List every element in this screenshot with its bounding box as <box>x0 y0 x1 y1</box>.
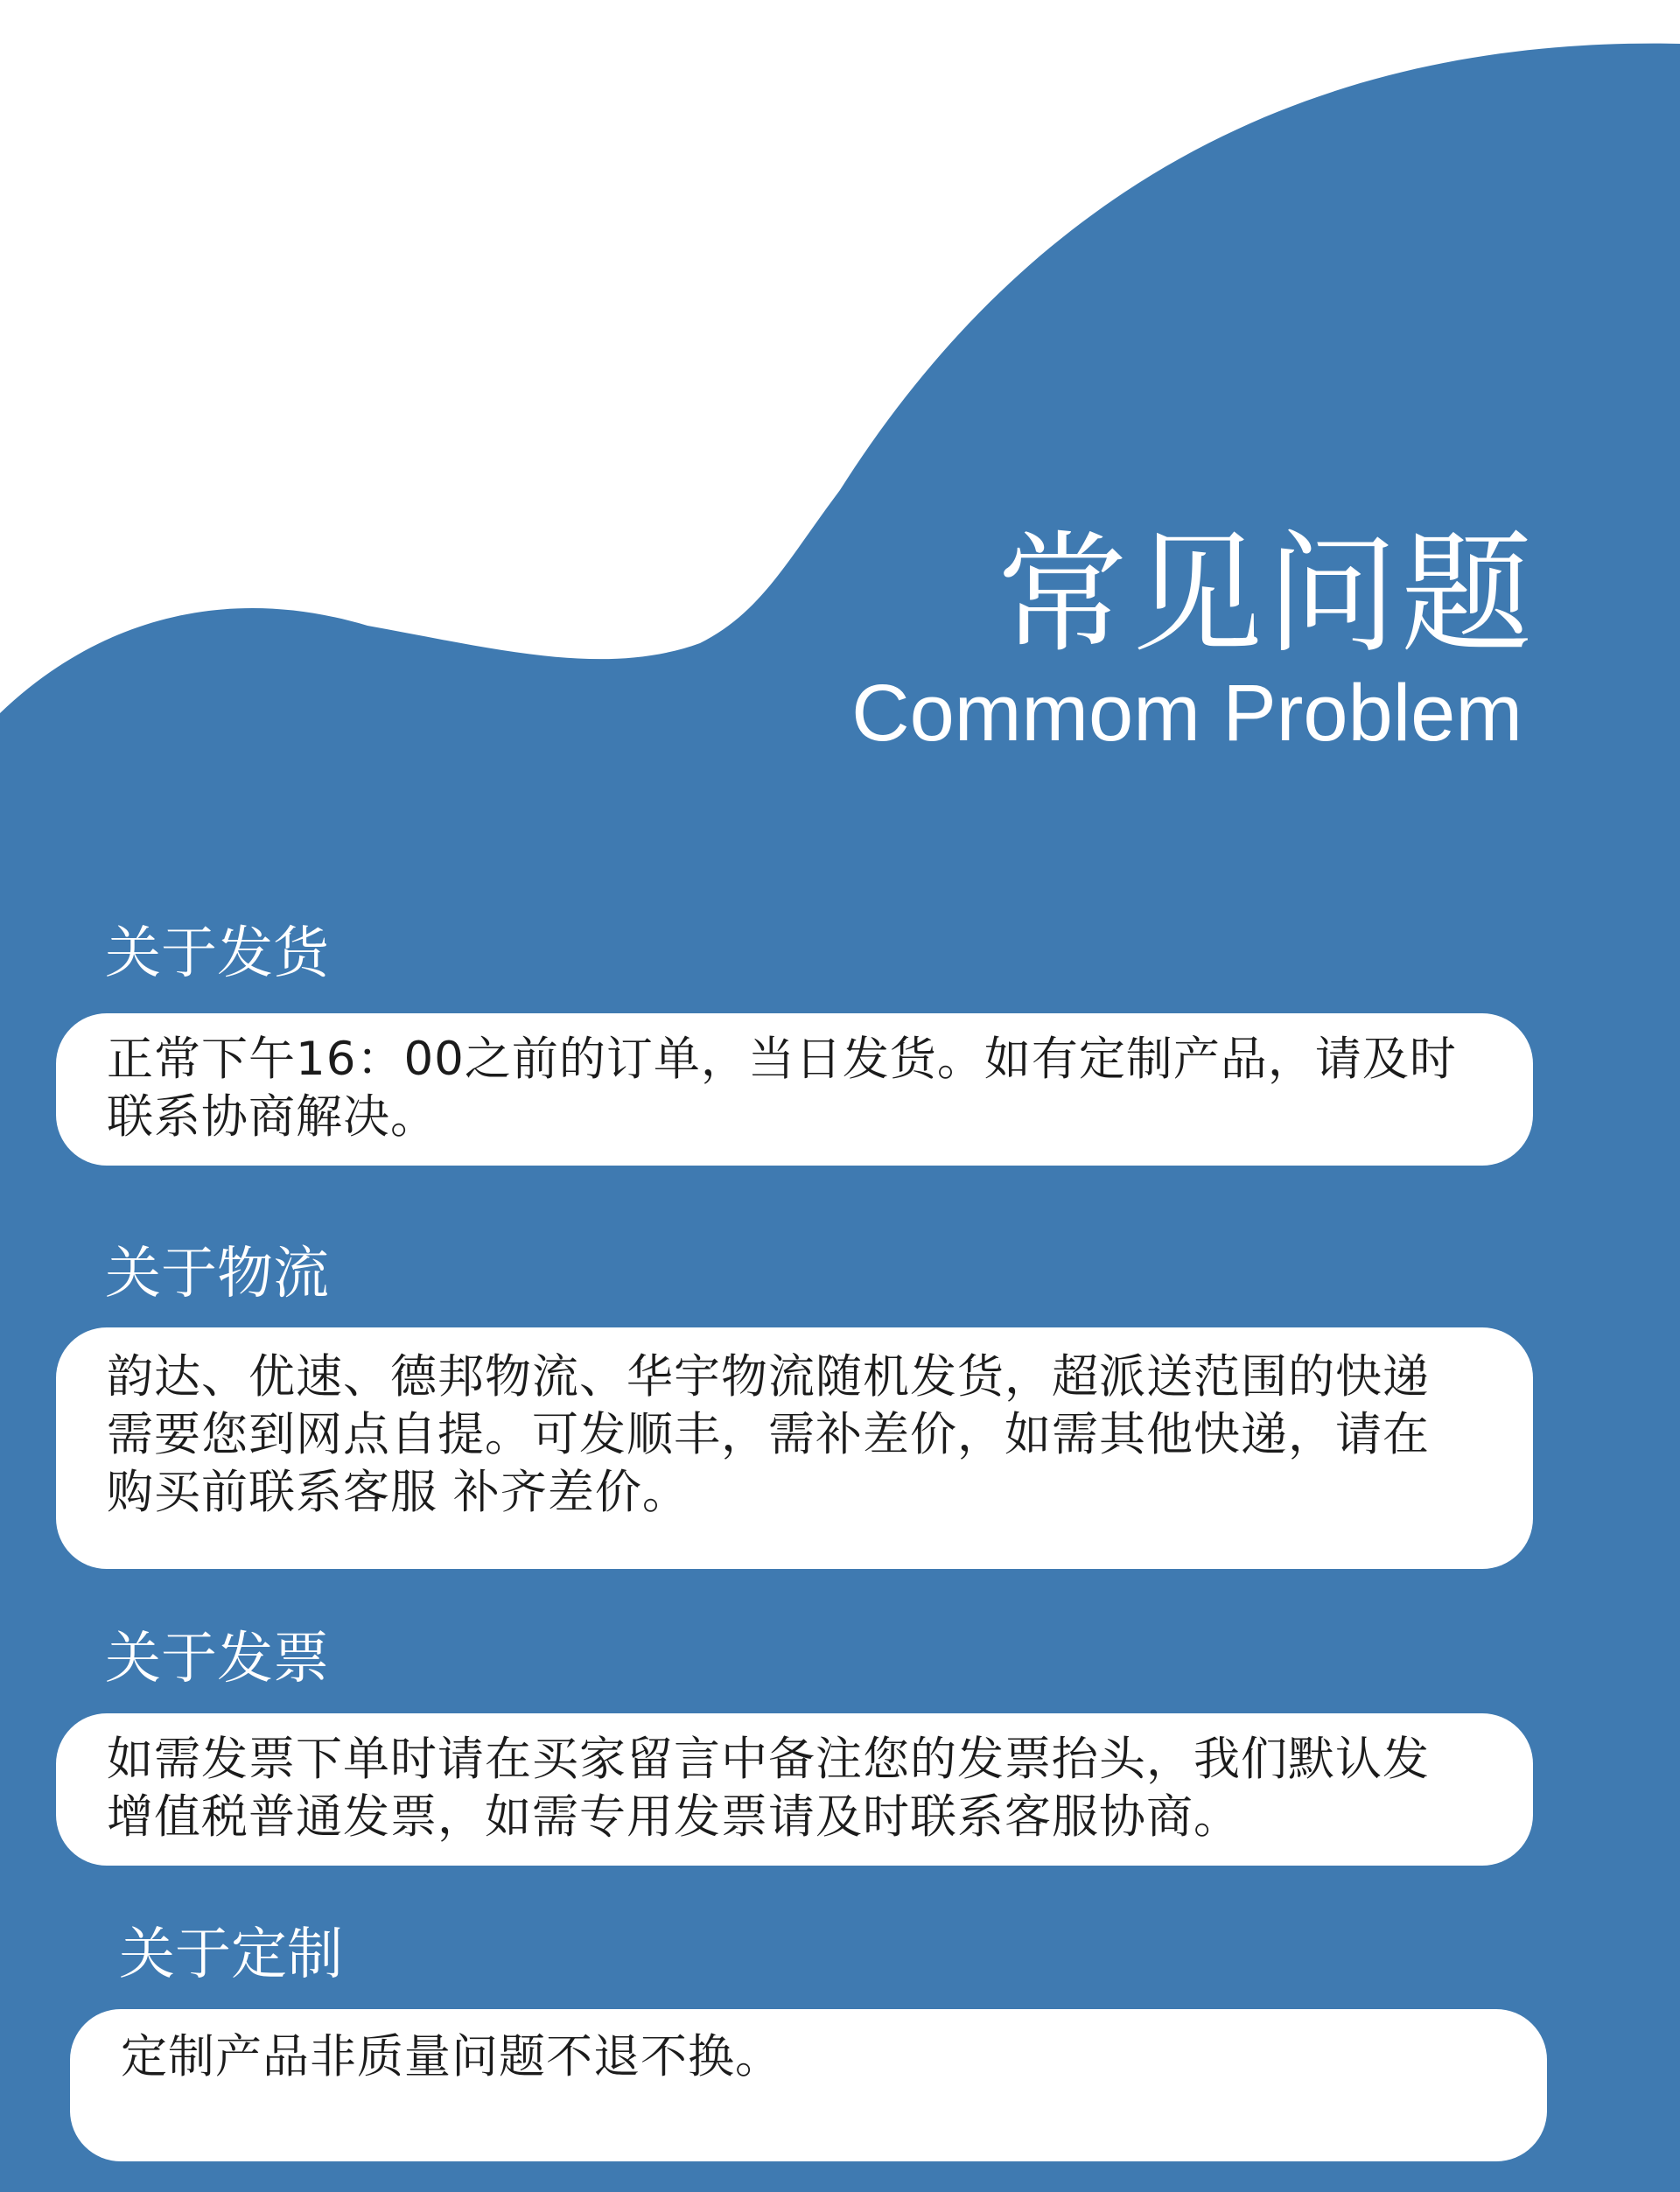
card-text-invoice: 如需发票下单时请在买家留言中备注您的发票抬头，我们默认发增值税普通发票，如需专用发票请及时联系客服协商。 <box>107 1733 1430 1844</box>
card-text-custom: 定制产品非质量问题不退不换。 <box>121 2030 782 2083</box>
page-title: 常见问题 <box>996 519 1536 671</box>
card-text-shipping: 正常下午16：00之前的订单，当日发货。如有定制产品，请及时联系协商解决。 <box>107 1033 1457 1144</box>
card-shipping <box>56 1013 1533 1166</box>
section-title-custom: 关于定制 <box>119 1922 343 1987</box>
section-title-invoice: 关于发票 <box>105 1627 329 1691</box>
card-custom <box>70 2009 1547 2161</box>
card-invoice <box>56 1713 1533 1866</box>
card-text-logistics: 韵达、优速、德邦物流、华宇物流随机发货，超派送范围的快递需要您到网点自提。可发顺丰，需补差价，如需其他快递，请在购买前联系客服 补齐差价。 <box>107 1350 1430 1519</box>
section-title-shipping: 关于发货 <box>105 921 329 986</box>
page-subtitle: Commom Problem <box>851 669 1522 758</box>
card-logistics <box>56 1327 1533 1569</box>
section-title-logistics: 关于物流 <box>105 1242 329 1306</box>
